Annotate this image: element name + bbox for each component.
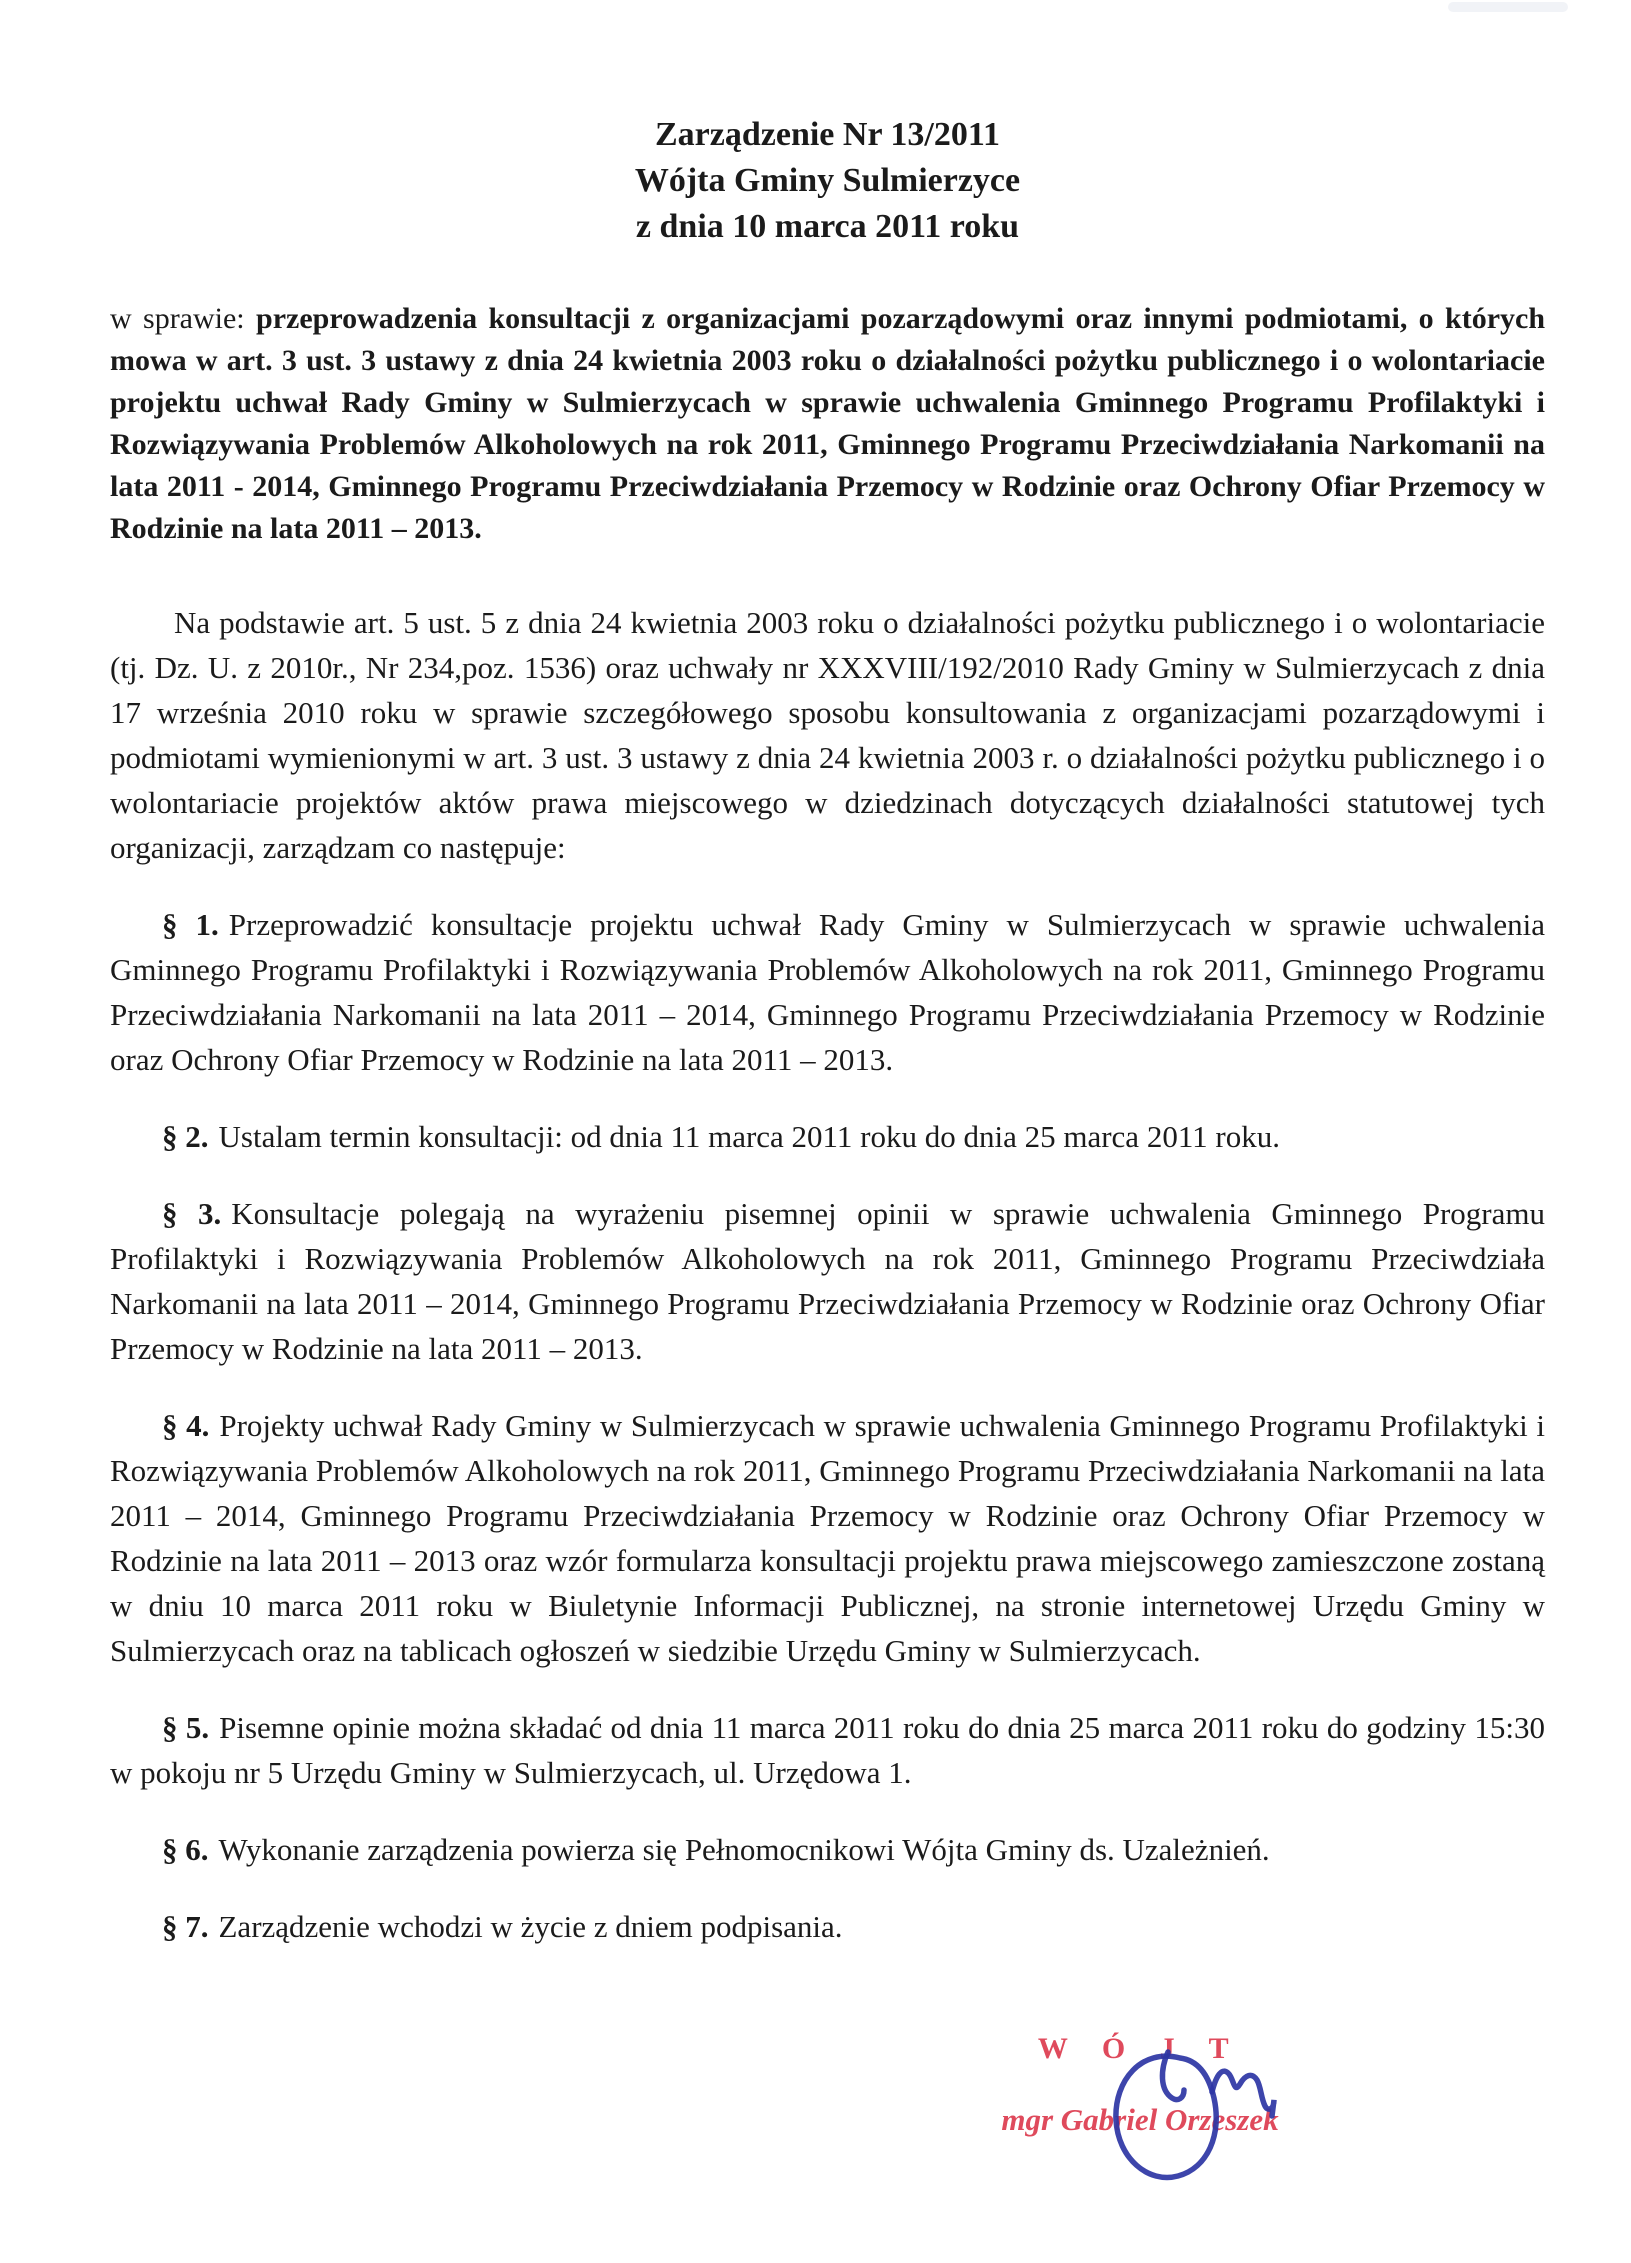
section-text-4: Projekty uchwał Rady Gminy w Sulmierzycach w sprawie uchwalenia Gminnego Programu Profilaktyki i Rozwiązywania Problemów Alkoholowych na rok 2011, Gminnego Programu Przeciwdziałania Narkomanii na lata 2011 – 2014, Gminnego Programu Przeciwdziałania Przemocy w Rodzinie oraz Ochrony Ofiar Przemocy w Rodzinie na lata 2011 – 2013 oraz wzór formularza konsultacji projektu prawa miejscowego zamieszczone zostaną w dniu 10 marca 2011 roku w Biuletynie Informacji Publicznej, na stronie internetowej Urzędu Gminy w Sulmierzycach oraz na tablicach ogłoszeń w siedzibie Urzędu Gminy w Sulmierzycach.: [110, 1408, 1545, 1668]
section-marker-3: § 3.: [162, 1196, 222, 1231]
section-paragraph-6: [110, 1827, 1545, 1872]
section-paragraph-5: [110, 1705, 1545, 1795]
title-line-date: z dnia 10 marca 2011 roku: [635, 208, 1020, 245]
document-page: [110, 112, 1545, 1949]
signature-block: [930, 2020, 1350, 2240]
preamble-paragraph: Na podstawie art. 5 ust. 5 z dnia 24 kwietnia 2003 roku o działalności pożytku publicznego i o wolontariacie (tj. Dz. U. z 2010r., Nr 234,poz. 1536) oraz uchwały nr XXXVIII/192/2010 Rady Gminy w Sulmierzycach z dnia 17 września 2010 roku w sprawie szczegółowego sposobu konsultowania z organizacjami pozarządowymi i podmiotami wymienionymi w art. 3 ust. 3 ustawy z dnia 24 kwietnia 2003 r. o działalności pożytku publicznego i o wolontariacie projektów aktów prawa miejscowego w dziedzinach dotyczących działalności statutowej tych organizacji, zarządzam co następuje:: [110, 605, 1545, 865]
mayor-stamp-title: W Ó J T: [1037, 2032, 1243, 2065]
section-marker-5: § 5.: [162, 1710, 210, 1745]
mayor-stamp-name: mgr Gabriel Orzeszek: [1001, 2102, 1279, 2137]
section-marker-1: § 1.: [162, 907, 219, 942]
subject-paragraph: [110, 298, 1545, 550]
section-text-3: Konsultacje polegają na wyrażeniu pisemnej opinii w sprawie uchwalenia Gminnego Programu Profilaktyki i Rozwiązywania Problemów Alkoholowych na rok 2011, Gminnego Programu Przeciwdziała Narkomanii na lata 2011 – 2014, Gminnego Programu Przeciwdziałania Przemocy w Rodzinie oraz Ochrony Ofiar Przemocy w Rodzinie na lata 2011 – 2013.: [110, 1196, 1546, 1366]
subject-text: przeprowadzenia konsultacji z organizacjami pozarządowymi oraz innymi podmiotami, o których mowa w art. 3 ust. 3 ustawy z dnia 24 kwietnia 2003 roku o działalności pożytku publicznego i o wolontariacie projektu uchwał Rady Gminy w Sulmierzycach w sprawie uchwalenia Gminnego Programu Profilaktyki i Rozwiązywania Problemów Alkoholowych na rok 2011, Gminnego Programu Przeciwdziałania Narkomanii na lata 2011 - 2014, Gminnego Programu Przeciwdziałania Przemocy w Rodzinie oraz Ochrony Ofiar Przemocy w Rodzinie na lata 2011 – 2013.: [110, 302, 1546, 545]
title-line-issuer: Wójta Gminy Sulmierzyce: [634, 162, 1021, 199]
section-marker-6: § 6.: [162, 1832, 209, 1867]
section-paragraph-1: [110, 902, 1545, 1082]
title-line-ordinance-number: Zarządzenie Nr 13/2011: [655, 116, 1000, 153]
section-marker-4: § 4.: [162, 1408, 210, 1443]
section-marker-7: § 7.: [162, 1909, 209, 1944]
subject-label: w sprawie:: [110, 302, 245, 335]
scan-smudge: [1448, 2, 1568, 12]
section-text-1: Przeprowadzić konsultacje projektu uchwał Rady Gminy w Sulmierzycach w sprawie uchwalenia Gminnego Programu Profilaktyki i Rozwiązywania Problemów Alkoholowych na rok 2011, Gminnego Programu Przeciwdziałania Narkomanii na lata 2011 – 2014, Gminnego Programu Przeciwdziałania Przemocy w Rodzinie oraz Ochrony Ofiar Przemocy w Rodzinie na lata 2011 – 2013.: [110, 907, 1545, 1077]
section-text-2: Ustalam termin konsultacji: od dnia 11 marca 2011 roku do dnia 25 marca 2011 roku.: [218, 1119, 1280, 1154]
section-paragraph-2: [110, 1114, 1545, 1159]
section-text-6: Wykonanie zarządzenia powierza się Pełnomocnikowi Wójta Gminy ds. Uzależnień.: [218, 1832, 1270, 1867]
document-title: [110, 112, 1545, 250]
section-text-7: Zarządzenie wchodzi w życie z dniem podpisania.: [218, 1909, 843, 1944]
section-paragraph-3: [110, 1191, 1545, 1371]
section-text-5: Pisemne opinie można składać od dnia 11 marca 2011 roku do dnia 25 marca 2011 roku do godziny 15:30 w pokoju nr 5 Urzędu Gminy w Sulmierzycach, ul. Urzędowa 1.: [110, 1710, 1546, 1790]
section-paragraph-4: [110, 1403, 1545, 1673]
section-marker-2: § 2.: [162, 1119, 209, 1154]
section-paragraph-7: [110, 1904, 1545, 1949]
